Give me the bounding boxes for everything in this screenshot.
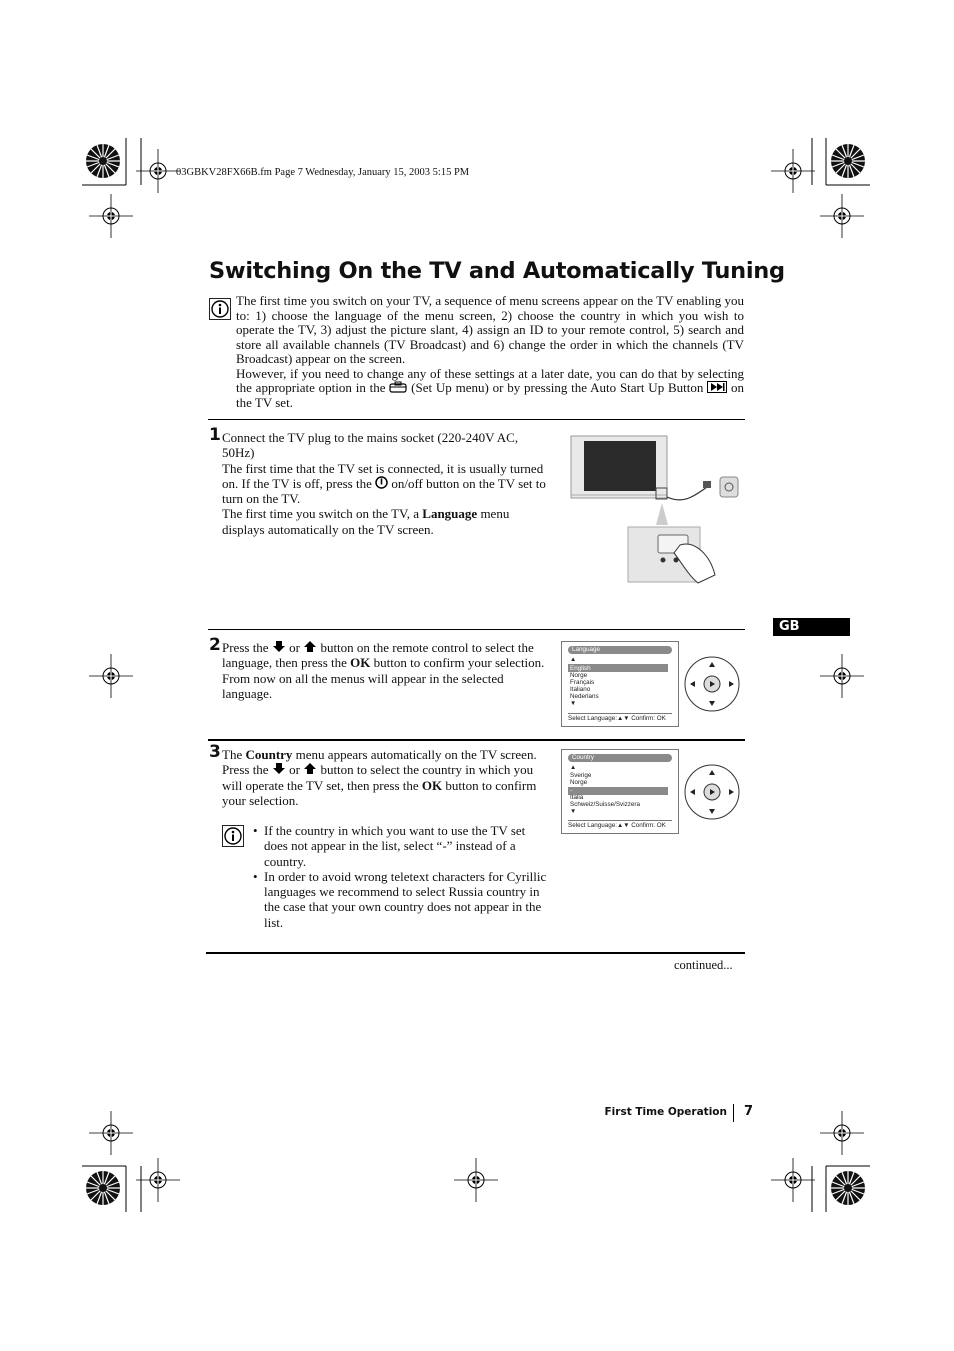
menu-up-arrow: ▲	[570, 656, 577, 663]
info-icon	[222, 825, 244, 847]
step-2-or: or	[289, 640, 300, 655]
language-option: Nederlans	[570, 693, 599, 700]
power-icon	[375, 476, 388, 489]
step-1-line-2a: The first time that the TV set is connected, it is usually turned on. If the TV is off, press the	[222, 460, 544, 491]
intro-text-a: The first time you switch on your TV, a sequence of menu screens appear on the TV enabling you to: 1) choose the language of the menu screen, 2) choose the country in which you wish to operate the TV, 3) adjust the picture slant, 4) assign an ID to your remote control, 5) search and store all available channels (TV Broadcast) and 6) change the order in which the channels (TV Broadcast) appear on the screen.	[236, 293, 744, 366]
step-3-text	[222, 747, 550, 808]
step-3-text-a: The	[222, 747, 243, 762]
country-option: Sverige	[570, 772, 592, 779]
menu-down-arrow: ▼	[570, 700, 577, 707]
step-1-line-2	[222, 461, 547, 507]
language-menu-title: Language	[568, 646, 672, 654]
country-option: Italia	[570, 794, 584, 801]
language-option: Italiano	[570, 686, 591, 693]
section-footer-label: First Time Operation	[604, 1106, 727, 1118]
remote-dpad-icon	[684, 656, 740, 712]
setup-menu-icon	[389, 381, 407, 393]
language-menu-footer: Select Language:▲▼ Confirm: OK	[568, 713, 672, 723]
step-1-language-term: Language	[422, 506, 478, 522]
menu-down-arrow: ▼	[570, 808, 577, 815]
step-3-or: or	[289, 762, 300, 778]
country-menu-screen	[561, 749, 679, 834]
intro-paragraph	[236, 294, 744, 410]
step-3-text-b: menu appears automatically on the TV screen. Press the	[222, 747, 537, 778]
divider	[206, 952, 745, 954]
divider	[208, 629, 745, 630]
notes-list	[253, 823, 549, 930]
intro-text-c: (Set Up menu) or by pressing the Auto Start Up Button	[411, 380, 704, 395]
language-option: English	[570, 665, 591, 672]
step-1-line-3b: menu displays automatically on the TV screen.	[222, 506, 510, 537]
country-option: Norge	[570, 779, 588, 786]
step-1-number: 1	[209, 425, 221, 445]
language-menu-screen	[561, 641, 679, 727]
step-1-line-3a: The first time you switch on the TV, a	[222, 506, 420, 522]
down-arrow-icon	[272, 641, 286, 653]
step-1-line-3	[222, 506, 547, 537]
divider	[208, 739, 745, 741]
step-3-text-c: button to select the country in which you will operate the TV set, then press the	[222, 762, 534, 793]
country-option: -	[570, 787, 573, 794]
info-icon	[209, 298, 231, 320]
step-1-line-1: Connect the TV plug to the mains socket (220-240V AC, 50Hz)	[222, 430, 519, 461]
step-3-number: 3	[209, 742, 221, 762]
language-tab-gb: GB	[773, 618, 850, 636]
divider	[208, 419, 745, 420]
country-option: Schweiz/Suisse/Svizzera	[570, 801, 640, 808]
country-menu-footer: Select Language:▲▼ Confirm: OK	[568, 820, 672, 830]
menu-up-arrow: ▲	[570, 764, 577, 771]
step-2-ok: OK	[350, 655, 371, 671]
up-arrow-icon	[303, 641, 317, 653]
step-2-text	[222, 640, 550, 701]
step-3-text-d: button to confirm your selection.	[222, 777, 537, 808]
country-menu-title: Country	[568, 754, 672, 762]
language-option: Français	[570, 679, 595, 686]
page-number: 7	[744, 1104, 754, 1119]
step-1-line-2b: on/off button on the TV set to turn on the TV.	[222, 475, 546, 507]
remote-dpad-icon	[684, 764, 740, 820]
language-option: Norge	[570, 672, 588, 679]
step-2-text-b: button on the remote control to select the language, then press the	[222, 640, 534, 671]
step-3-ok: OK	[421, 777, 443, 793]
step-2-text-c: button to confirm your selection. From now on all the menus will appear in the selected language.	[222, 655, 545, 701]
note-item: • In order to avoid wrong teletext characters for Cyrillic languages we recommend to select Russia country in the case that your own country does not appear in the list.	[253, 869, 549, 930]
step-3-country-term: Country	[245, 747, 293, 762]
intro-text-d: on the TV set.	[236, 380, 745, 410]
down-arrow-icon	[272, 763, 286, 775]
intro-text-b: However, if you need to change any of these settings at a later date, you can do that by selecting the appropriate option in the	[236, 365, 744, 395]
continued-label: continued...	[674, 958, 733, 972]
note-item: • If the country in which you want to use the TV set does not appear in the list, select “-” instead of a country.	[253, 823, 549, 869]
auto-start-button-icon	[707, 381, 727, 393]
tv-set-illustration	[570, 435, 745, 585]
step-2-text-a: Press the	[222, 640, 269, 655]
file-info-header: 03GBKV28FX66B.fm Page 7 Wednesday, January 15, 2003 5:15 PM	[176, 167, 470, 178]
up-arrow-icon	[303, 763, 317, 775]
page-title: Switching On the TV and Automatically Tuning	[209, 258, 785, 284]
footer-separator	[733, 1104, 734, 1122]
step-1-text	[222, 430, 547, 537]
step-2-number: 2	[209, 635, 221, 655]
